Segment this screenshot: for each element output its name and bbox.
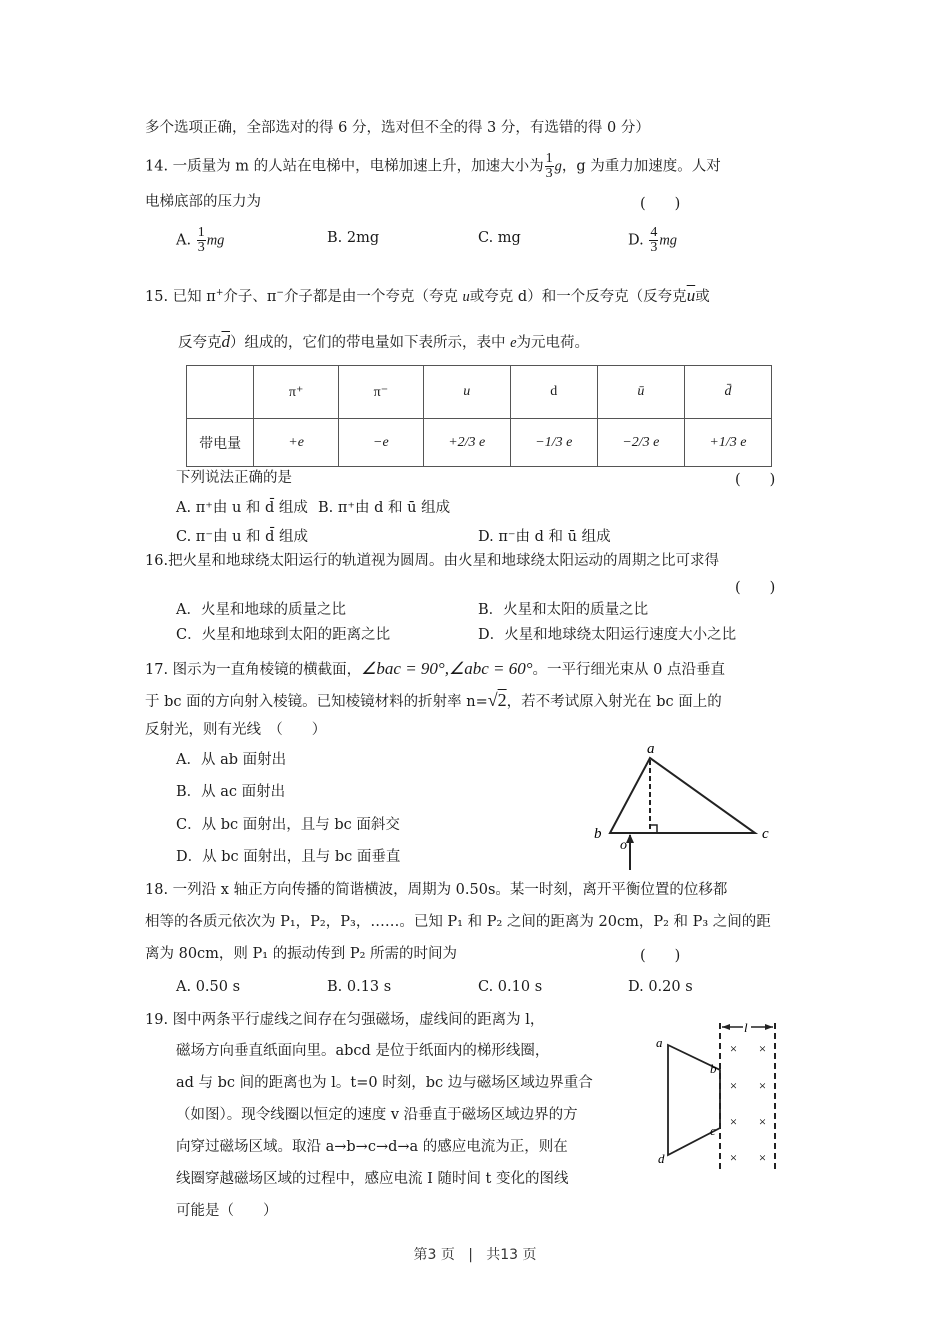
question-19-line-6: 线圈穿越磁场区域的过程中，感应电流 I 随时间 t 变化的图线 (176, 1171, 569, 1187)
question-14-line-2: 电梯底部的压力为 (145, 194, 261, 210)
question-19-line-1: 19. 图中两条平行虚线之间存在匀强磁场，虚线间的距离为 l， (145, 1012, 545, 1028)
vertex-label-a: a (647, 741, 655, 757)
svg-text:×: × (729, 1041, 738, 1056)
table-cell: −e (339, 419, 424, 467)
question-17-line-3: 反射光，则有光线 （ ） (145, 722, 327, 738)
answer-bracket: ( ) (735, 472, 776, 488)
question-14-line-1 (145, 152, 721, 181)
table-header: ū (597, 366, 684, 419)
vertex-label-c: c (710, 1123, 716, 1138)
option-a: A. $\frac{1}{3}$ mg (176, 225, 225, 255)
table-cell: +e (254, 419, 339, 467)
answer-bracket: ( ) (640, 948, 681, 964)
option-a: A. π⁺由 u 和 d̄ 组成 (176, 500, 308, 516)
page-total: 共13 页 (486, 1247, 537, 1263)
question-19-line-3: ad 与 bc 间的距离也为 l。t=0 时刻，bc 边与磁场区域边界重合 (176, 1075, 593, 1091)
table-header-row (187, 366, 772, 419)
question-19-line-5: 向穿过磁场区域。取沿 a→b→c→d→a 的感应电流为正，则在 (176, 1139, 568, 1155)
option-c: C．火星和地球到太阳的距离之比 (176, 627, 391, 643)
table-cell: +2/3 e (423, 419, 510, 467)
option-d: D. $\frac{4}{3}$ mg (628, 225, 678, 255)
charge-table (186, 365, 772, 467)
svg-text:×: × (729, 1078, 738, 1093)
option-b: B．火星和太阳的质量之比 (478, 602, 649, 618)
option-a: A. 0.50 s (176, 979, 241, 995)
question-18-line-2: 相等的各质元依次为 P₁，P₂，P₃，……。已知 P₁ 和 P₂ 之间的距离为 20cm，P₂ 和 P₃ 之间的距 (145, 914, 771, 930)
table-row (187, 419, 772, 467)
table-cell: −2/3 e (597, 419, 684, 467)
question-17-line-2: 于 bc 面的方向射入棱镜。已知棱镜材料的折射率 n=√2，若不考试原入射光在 bc 面上的 (145, 690, 722, 710)
field-marks (729, 1041, 767, 1165)
option-b: B. 0.13 s (327, 979, 392, 995)
answer-bracket: ( ) (735, 580, 776, 596)
question-15-prompt: 下列说法正确的是 (176, 470, 292, 486)
vertex-label-d: d (658, 1151, 665, 1166)
vertex-label-a: a (656, 1035, 663, 1050)
prism-figure (590, 735, 785, 875)
option-d: D．火星和地球绕太阳运行速度大小之比 (478, 627, 737, 643)
section-instruction: 多个选项正确，全部选对的得 6 分，选对但不全的得 3 分，有选错的得 0 分） (145, 120, 650, 136)
question-15-line-1: 15. 已知 π+介子、π−介子都是由一个夸克（夸克 u或夸克 d）和一个反夸克（反夸克$\overline{u}$或 (145, 285, 710, 305)
option-a: A．从 ab 面射出 (176, 752, 287, 768)
question-19-line-7: 可能是（ ） (176, 1203, 278, 1219)
svg-text:×: × (758, 1114, 767, 1129)
magnetic-field-figure (650, 1015, 785, 1175)
table-header: π⁺ (254, 366, 339, 419)
question-15-line-2: 反夸克$\overline{d}$）组成的，它们的带电量如下表所示，表中 e为元电荷。 (178, 332, 590, 351)
page-number: 第3 页 (413, 1247, 455, 1263)
option-d: D. π⁻由 d 和 ū 组成 (478, 529, 611, 545)
option-c: C. π⁻由 u 和 d̄ 组成 (176, 529, 309, 545)
question-text: ，g 为重力加速度。人对 (561, 158, 721, 175)
option-c: C. mg (478, 230, 521, 246)
question-number: 14. (145, 158, 169, 175)
table-cell: −1/3 e (510, 419, 597, 467)
option-b: B．从 ac 面射出 (176, 784, 286, 800)
option-d: D．从 bc 面射出，且与 bc 面垂直 (176, 849, 401, 865)
vertex-label-c: c (762, 826, 769, 842)
footer-separator: | (468, 1247, 473, 1263)
table-header: d̄ (684, 366, 771, 419)
answer-bracket: ( ) (640, 196, 681, 212)
option-a: A．火星和地球的质量之比 (176, 602, 346, 618)
svg-text:×: × (729, 1150, 738, 1165)
point-label-o: o (620, 838, 627, 853)
option-c: C. 0.10 s (478, 979, 543, 995)
svg-text:×: × (758, 1078, 767, 1093)
page-footer (0, 1244, 950, 1264)
table-header: u (423, 366, 510, 419)
variable-g: g (554, 158, 562, 175)
vertex-label-b: b (594, 826, 602, 842)
table-cell: +1/3 e (684, 419, 771, 467)
option-c: C．从 bc 面射出，且与 bc 面斜交 (176, 817, 400, 833)
question-18-line-1: 18. 一列沿 x 轴正方向传播的简谐横波，周期为 0.50s。某一时刻，离开平衡位置的位移都 (145, 882, 728, 898)
svg-text:×: × (758, 1041, 767, 1056)
question-16-line-1: 16.把火星和地球绕太阳运行的轨道视为圆周。由火星和地球绕太阳运动的周期之比可求得 (145, 553, 720, 569)
svg-text:×: × (758, 1150, 767, 1165)
table-row-label: 带电量 (187, 419, 254, 467)
table-header: d (510, 366, 597, 419)
distance-label-l: l (744, 1020, 748, 1035)
table-header: π⁻ (339, 366, 424, 419)
question-text: 一质量为 m 的人站在电梯中，电梯加速上升，加速大小为 (172, 158, 544, 175)
svg-text:×: × (729, 1114, 738, 1129)
question-19-line-2: 磁场方向垂直纸面向里。abcd 是位于纸面内的梯形线圈， (176, 1043, 550, 1059)
vertex-label-b: b (710, 1061, 717, 1076)
question-19-line-4: （如图）。现令线圈以恒定的速度 v 沿垂直于磁场区域边界的方 (176, 1107, 578, 1123)
table-cell (187, 366, 254, 419)
question-17-line-1: 17. 图示为一直角棱镜的横截面，∠bac = 90°,∠abc = 60°。一平行细光束从 0 点沿垂直 (145, 659, 725, 678)
option-d: D. 0.20 s (628, 979, 693, 995)
question-18-line-3: 离为 80cm，则 P₁ 的振动传到 P₂ 所需的时间为 (145, 946, 458, 962)
option-b: B. 2mg (327, 230, 380, 246)
fraction: $\frac{1}{3}$ (545, 151, 553, 181)
option-b: B. π⁺由 d 和 ū 组成 (318, 500, 451, 516)
